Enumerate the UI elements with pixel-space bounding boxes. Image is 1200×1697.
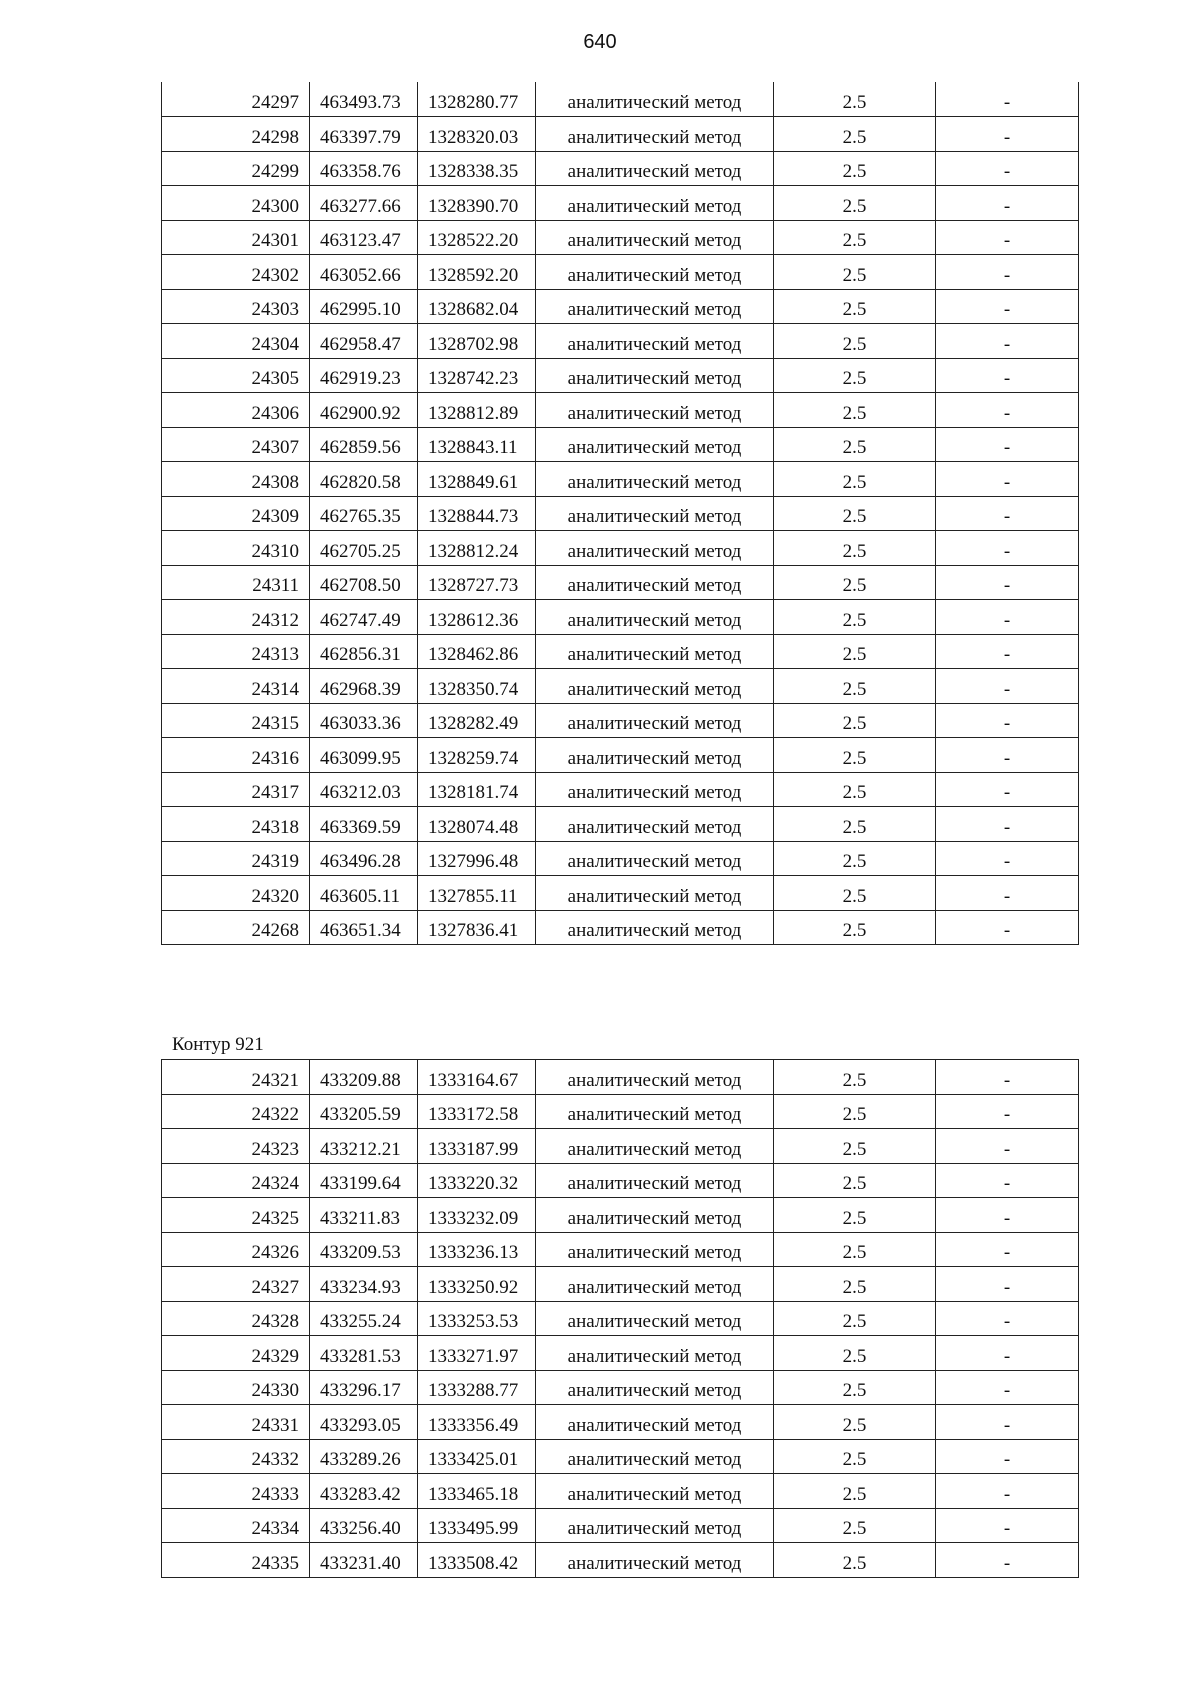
x-coordinate-cell: 463123.47 [310,220,418,255]
point-number-cell: 24302 [162,255,310,290]
description-cell: - [936,1370,1079,1405]
x-coordinate-cell: 433255.24 [310,1301,418,1336]
description-cell: - [936,427,1079,462]
point-number-cell: 24330 [162,1370,310,1405]
point-number-cell: 24323 [162,1129,310,1164]
description-cell: - [936,82,1079,117]
y-coordinate-cell: 1328727.73 [418,565,536,600]
point-number-cell: 24299 [162,151,310,186]
error-cell: 2.5 [774,1543,936,1578]
point-number-cell: 24300 [162,186,310,221]
table-row [162,1232,1079,1267]
y-coordinate-cell: 1333232.09 [418,1198,536,1233]
x-coordinate-cell: 433234.93 [310,1267,418,1302]
x-coordinate-cell: 463369.59 [310,807,418,842]
x-coordinate-cell: 463033.36 [310,703,418,738]
error-cell: 2.5 [774,738,936,773]
x-coordinate-cell: 462995.10 [310,289,418,324]
method-cell: аналитический метод [536,1439,774,1474]
y-coordinate-cell: 1327836.41 [418,910,536,945]
table-row [162,1129,1079,1164]
table-row [162,255,1079,290]
y-coordinate-cell: 1327996.48 [418,841,536,876]
table-row [162,703,1079,738]
description-cell: - [936,669,1079,704]
error-cell: 2.5 [774,289,936,324]
method-cell: аналитический метод [536,289,774,324]
x-coordinate-cell: 433281.53 [310,1336,418,1371]
error-cell: 2.5 [774,427,936,462]
description-cell: - [936,358,1079,393]
description-cell: - [936,841,1079,876]
y-coordinate-cell: 1328259.74 [418,738,536,773]
method-cell: аналитический метод [536,841,774,876]
error-cell: 2.5 [774,565,936,600]
description-cell: - [936,117,1079,152]
description-cell: - [936,1094,1079,1129]
description-cell: - [936,1405,1079,1440]
method-cell: аналитический метод [536,324,774,359]
method-cell: аналитический метод [536,910,774,945]
y-coordinate-cell: 1333236.13 [418,1232,536,1267]
x-coordinate-cell: 433289.26 [310,1439,418,1474]
y-coordinate-cell: 1333465.18 [418,1474,536,1509]
description-cell: - [936,1301,1079,1336]
point-number-cell: 24327 [162,1267,310,1302]
error-cell: 2.5 [774,255,936,290]
y-coordinate-cell: 1327855.11 [418,876,536,911]
method-cell: аналитический метод [536,1094,774,1129]
table-row [162,669,1079,704]
description-cell: - [936,910,1079,945]
x-coordinate-cell: 462747.49 [310,600,418,635]
description-cell: - [936,1543,1079,1578]
description-cell: - [936,1129,1079,1164]
point-number-cell: 24333 [162,1474,310,1509]
method-cell: аналитический метод [536,1232,774,1267]
method-cell: аналитический метод [536,186,774,221]
coordinates-table-contour-921 [161,1059,1079,1578]
description-cell: - [936,1508,1079,1543]
table-row [162,427,1079,462]
table-row [162,151,1079,186]
table-row [162,82,1079,117]
description-cell: - [936,772,1079,807]
x-coordinate-cell: 462856.31 [310,634,418,669]
x-coordinate-cell: 463052.66 [310,255,418,290]
method-cell: аналитический метод [536,1543,774,1578]
method-cell: аналитический метод [536,1405,774,1440]
description-cell: - [936,565,1079,600]
error-cell: 2.5 [774,807,936,842]
y-coordinate-cell: 1328702.98 [418,324,536,359]
description-cell: - [936,1232,1079,1267]
table-row [162,600,1079,635]
method-cell: аналитический метод [536,151,774,186]
method-cell: аналитический метод [536,496,774,531]
method-cell: аналитический метод [536,772,774,807]
description-cell: - [936,1198,1079,1233]
description-cell: - [936,255,1079,290]
y-coordinate-cell: 1328522.20 [418,220,536,255]
contour-921-title: Контур 921 [172,1034,264,1055]
y-coordinate-cell: 1328462.86 [418,634,536,669]
point-number-cell: 24321 [162,1060,310,1095]
table-row [162,324,1079,359]
method-cell: аналитический метод [536,220,774,255]
point-number-cell: 24328 [162,1301,310,1336]
point-number-cell: 24314 [162,669,310,704]
y-coordinate-cell: 1333508.42 [418,1543,536,1578]
y-coordinate-cell: 1333356.49 [418,1405,536,1440]
point-number-cell: 24319 [162,841,310,876]
y-coordinate-cell: 1328074.48 [418,807,536,842]
table-row [162,1474,1079,1509]
x-coordinate-cell: 463212.03 [310,772,418,807]
description-cell: - [936,393,1079,428]
method-cell: аналитический метод [536,1336,774,1371]
point-number-cell: 24308 [162,462,310,497]
table-row [162,496,1079,531]
point-number-cell: 24326 [162,1232,310,1267]
x-coordinate-cell: 433199.64 [310,1163,418,1198]
description-cell: - [936,531,1079,566]
description-cell: - [936,1267,1079,1302]
x-coordinate-cell: 462765.35 [310,496,418,531]
x-coordinate-cell: 433231.40 [310,1543,418,1578]
y-coordinate-cell: 1328742.23 [418,358,536,393]
method-cell: аналитический метод [536,1129,774,1164]
error-cell: 2.5 [774,1474,936,1509]
y-coordinate-cell: 1328338.35 [418,151,536,186]
table-row [162,393,1079,428]
x-coordinate-cell: 462900.92 [310,393,418,428]
method-cell: аналитический метод [536,1060,774,1095]
y-coordinate-cell: 1328682.04 [418,289,536,324]
x-coordinate-cell: 433205.59 [310,1094,418,1129]
error-cell: 2.5 [774,703,936,738]
error-cell: 2.5 [774,1301,936,1336]
point-number-cell: 24316 [162,738,310,773]
point-number-cell: 24315 [162,703,310,738]
method-cell: аналитический метод [536,876,774,911]
method-cell: аналитический метод [536,462,774,497]
x-coordinate-cell: 462968.39 [310,669,418,704]
error-cell: 2.5 [774,82,936,117]
x-coordinate-cell: 462705.25 [310,531,418,566]
y-coordinate-cell: 1328612.36 [418,600,536,635]
table-row [162,1301,1079,1336]
description-cell: - [936,703,1079,738]
point-number-cell: 24307 [162,427,310,462]
x-coordinate-cell: 433212.21 [310,1129,418,1164]
x-coordinate-cell: 463605.11 [310,876,418,911]
table-row [162,1198,1079,1233]
error-cell: 2.5 [774,1129,936,1164]
page-number: 640 [583,31,617,53]
description-cell: - [936,151,1079,186]
error-cell: 2.5 [774,841,936,876]
point-number-cell: 24301 [162,220,310,255]
point-number-cell: 24304 [162,324,310,359]
description-cell: - [936,496,1079,531]
x-coordinate-cell: 463496.28 [310,841,418,876]
x-coordinate-cell: 462859.56 [310,427,418,462]
error-cell: 2.5 [774,496,936,531]
x-coordinate-cell: 462919.23 [310,358,418,393]
table-row [162,807,1079,842]
method-cell: аналитический метод [536,255,774,290]
point-number-cell: 24298 [162,117,310,152]
y-coordinate-cell: 1328812.89 [418,393,536,428]
y-coordinate-cell: 1333425.01 [418,1439,536,1474]
error-cell: 2.5 [774,186,936,221]
point-number-cell: 24329 [162,1336,310,1371]
method-cell: аналитический метод [536,1198,774,1233]
table-row [162,1267,1079,1302]
point-number-cell: 24332 [162,1439,310,1474]
table-row [162,1094,1079,1129]
description-cell: - [936,807,1079,842]
x-coordinate-cell: 462708.50 [310,565,418,600]
error-cell: 2.5 [774,1439,936,1474]
point-number-cell: 24324 [162,1163,310,1198]
method-cell: аналитический метод [536,1301,774,1336]
y-coordinate-cell: 1333253.53 [418,1301,536,1336]
x-coordinate-cell: 433211.83 [310,1198,418,1233]
y-coordinate-cell: 1328320.03 [418,117,536,152]
table-row [162,634,1079,669]
point-number-cell: 24305 [162,358,310,393]
y-coordinate-cell: 1328592.20 [418,255,536,290]
table-row [162,186,1079,221]
method-cell: аналитический метод [536,1370,774,1405]
method-cell: аналитический метод [536,565,774,600]
method-cell: аналитический метод [536,531,774,566]
table-row [162,565,1079,600]
point-number-cell: 24306 [162,393,310,428]
method-cell: аналитический метод [536,738,774,773]
error-cell: 2.5 [774,393,936,428]
error-cell: 2.5 [774,1405,936,1440]
description-cell: - [936,1474,1079,1509]
description-cell: - [936,600,1079,635]
error-cell: 2.5 [774,1336,936,1371]
method-cell: аналитический метод [536,117,774,152]
table-row [162,1543,1079,1578]
error-cell: 2.5 [774,151,936,186]
y-coordinate-cell: 1328812.24 [418,531,536,566]
x-coordinate-cell: 463099.95 [310,738,418,773]
error-cell: 2.5 [774,910,936,945]
method-cell: аналитический метод [536,600,774,635]
y-coordinate-cell: 1333288.77 [418,1370,536,1405]
point-number-cell: 24334 [162,1508,310,1543]
error-cell: 2.5 [774,876,936,911]
x-coordinate-cell: 462958.47 [310,324,418,359]
method-cell: аналитический метод [536,427,774,462]
table-row [162,462,1079,497]
x-coordinate-cell: 433209.88 [310,1060,418,1095]
point-number-cell: 24297 [162,82,310,117]
error-cell: 2.5 [774,1163,936,1198]
description-cell: - [936,1439,1079,1474]
table-row [162,772,1079,807]
method-cell: аналитический метод [536,1163,774,1198]
table-row [162,289,1079,324]
x-coordinate-cell: 463651.34 [310,910,418,945]
table-row [162,1060,1079,1095]
point-number-cell: 24320 [162,876,310,911]
table-row [162,220,1079,255]
y-coordinate-cell: 1333187.99 [418,1129,536,1164]
table-row [162,1405,1079,1440]
y-coordinate-cell: 1333172.58 [418,1094,536,1129]
x-coordinate-cell: 433256.40 [310,1508,418,1543]
method-cell: аналитический метод [536,807,774,842]
error-cell: 2.5 [774,1198,936,1233]
method-cell: аналитический метод [536,1267,774,1302]
description-cell: - [936,738,1079,773]
error-cell: 2.5 [774,462,936,497]
point-number-cell: 24310 [162,531,310,566]
description-cell: - [936,186,1079,221]
y-coordinate-cell: 1333250.92 [418,1267,536,1302]
table-row [162,358,1079,393]
point-number-cell: 24312 [162,600,310,635]
table-row [162,1163,1079,1198]
point-number-cell: 24335 [162,1543,310,1578]
error-cell: 2.5 [774,669,936,704]
method-cell: аналитический метод [536,634,774,669]
table-row [162,531,1079,566]
method-cell: аналитический метод [536,703,774,738]
method-cell: аналитический метод [536,1508,774,1543]
error-cell: 2.5 [774,634,936,669]
description-cell: - [936,1060,1079,1095]
method-cell: аналитический метод [536,358,774,393]
point-number-cell: 24331 [162,1405,310,1440]
error-cell: 2.5 [774,1094,936,1129]
x-coordinate-cell: 462820.58 [310,462,418,497]
error-cell: 2.5 [774,1370,936,1405]
error-cell: 2.5 [774,324,936,359]
method-cell: аналитический метод [536,669,774,704]
y-coordinate-cell: 1328843.11 [418,427,536,462]
point-number-cell: 24309 [162,496,310,531]
method-cell: аналитический метод [536,82,774,117]
y-coordinate-cell: 1328849.61 [418,462,536,497]
method-cell: аналитический метод [536,1474,774,1509]
y-coordinate-cell: 1328282.49 [418,703,536,738]
error-cell: 2.5 [774,1267,936,1302]
error-cell: 2.5 [774,220,936,255]
description-cell: - [936,289,1079,324]
description-cell: - [936,462,1079,497]
error-cell: 2.5 [774,117,936,152]
point-number-cell: 24268 [162,910,310,945]
table-row [162,841,1079,876]
table-row [162,1336,1079,1371]
y-coordinate-cell: 1328350.74 [418,669,536,704]
point-number-cell: 24313 [162,634,310,669]
description-cell: - [936,1336,1079,1371]
table-row [162,1370,1079,1405]
error-cell: 2.5 [774,531,936,566]
y-coordinate-cell: 1333220.32 [418,1163,536,1198]
x-coordinate-cell: 463493.73 [310,82,418,117]
error-cell: 2.5 [774,1232,936,1267]
error-cell: 2.5 [774,358,936,393]
table-row [162,1508,1079,1543]
y-coordinate-cell: 1333495.99 [418,1508,536,1543]
x-coordinate-cell: 463358.76 [310,151,418,186]
point-number-cell: 24311 [162,565,310,600]
y-coordinate-cell: 1328390.70 [418,186,536,221]
y-coordinate-cell: 1328181.74 [418,772,536,807]
point-number-cell: 24318 [162,807,310,842]
table-row [162,876,1079,911]
table-row [162,117,1079,152]
y-coordinate-cell: 1328280.77 [418,82,536,117]
x-coordinate-cell: 433296.17 [310,1370,418,1405]
table-row [162,1439,1079,1474]
point-number-cell: 24325 [162,1198,310,1233]
x-coordinate-cell: 463397.79 [310,117,418,152]
method-cell: аналитический метод [536,393,774,428]
table-row [162,738,1079,773]
description-cell: - [936,220,1079,255]
description-cell: - [936,876,1079,911]
point-number-cell: 24322 [162,1094,310,1129]
description-cell: - [936,324,1079,359]
y-coordinate-cell: 1333271.97 [418,1336,536,1371]
y-coordinate-cell: 1333164.67 [418,1060,536,1095]
coordinates-table-continued [161,82,1079,945]
point-number-cell: 24317 [162,772,310,807]
y-coordinate-cell: 1328844.73 [418,496,536,531]
description-cell: - [936,634,1079,669]
error-cell: 2.5 [774,1060,936,1095]
table-row [162,910,1079,945]
error-cell: 2.5 [774,772,936,807]
x-coordinate-cell: 463277.66 [310,186,418,221]
point-number-cell: 24303 [162,289,310,324]
error-cell: 2.5 [774,1508,936,1543]
x-coordinate-cell: 433209.53 [310,1232,418,1267]
x-coordinate-cell: 433293.05 [310,1405,418,1440]
description-cell: - [936,1163,1079,1198]
x-coordinate-cell: 433283.42 [310,1474,418,1509]
error-cell: 2.5 [774,600,936,635]
